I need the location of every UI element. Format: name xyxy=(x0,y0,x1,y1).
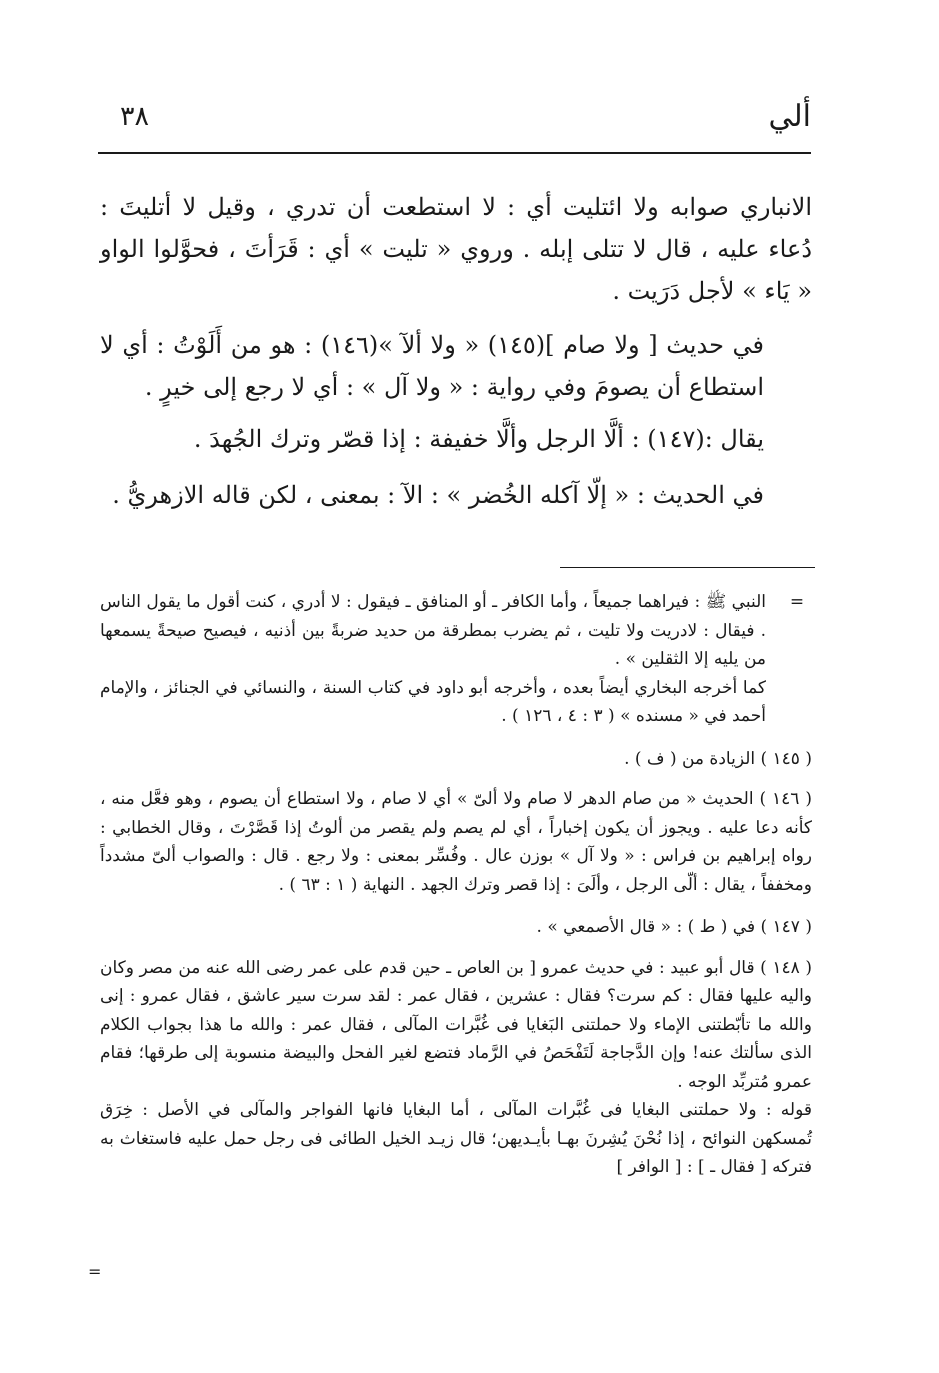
paragraph: الانباري صوابه ولا ائتليت أي : لا استطعت أن تدري ، وقيل لا أتليتَ : دُعاء عليه ، قال لا تتلى إبله . وروي « تليت » أي : قَرَأتَ ، فحوَّلوا الواو « يَاء » لأجل دَرَيت . xyxy=(100,193,812,305)
footnotes xyxy=(100,588,812,1196)
footnote-145: ( ١٤٥ ) الزيادة من ( ف ) . xyxy=(624,748,812,769)
main-text xyxy=(100,186,812,516)
page-title: ألي xyxy=(768,99,811,134)
paragraph: في حديث [ ولا صام ](١٤٥) « ولا ألآ »(١٤٦) : هو من أَلَوْتُ : أي لا استطاع أن يصومَ وفي رواية : « ولا آل » : أي لا رجع إلى خيرٍ . xyxy=(100,331,765,401)
footnote-148 xyxy=(100,954,812,1182)
header-divider xyxy=(98,152,811,154)
paragraph: يقال :(١٤٧) : ألَّا الرجل وألَّا خفيفة : إذا قصّر وترك الجُهدَ . xyxy=(193,425,764,453)
footnote-text: كما أخرجه البخاري أيضاً بعده ، وأخرجه أبو داود في كتاب السنة ، والنسائي في الجنائز ، والإمام أحمد في « مسنده » ( ٣ : ٤ ، ١٢٦ ) . xyxy=(100,677,766,726)
footnote-text: النبي ﷺ : فيراهما جميعاً ، وأما الكافر ـ أو المنافق ـ فيقول : لا أدري ، كنت أقول ما يقول الناس . فيقال : لادريت ولا تليت ، ثم يضرب بمطرقة من حديد ضربةً بين أذنيه ، فيصيح صيحةً يسمعها من يليه إلا الثقلين » . xyxy=(100,592,766,669)
footnote-147: ( ١٤٧ ) في ( ط ) : « قال الأصمعي » . xyxy=(536,917,812,937)
footnote-continuation xyxy=(100,588,812,731)
footnote-divider xyxy=(560,567,815,568)
page-number: ٣٨ xyxy=(120,101,150,132)
footnote-text: قوله : ولا حملتنى البغايا فى غُبَّرات المآلى ، أما البغايا فانها الفواجر والمآلى في الأصل : خِرَق تُمسكهن النوائح ، إذا نُحْنَ يُشِرنَ بهـا بأيـديهن؛ قال زيـد الخيل الطائى فى رجل حمل عليه فاستغاث به فتركه [ فقال ـ ] : [ الوافر ] xyxy=(100,1100,812,1177)
continuation-mark: = xyxy=(88,1262,102,1281)
page-header xyxy=(98,92,811,150)
continuation-mark: = xyxy=(789,592,805,612)
footnote-text: ( ١٤٨ ) قال أبو عبيد : في حديث عمرو [ بن العاص ـ حين قدم على عمر رضى الله عنه من مصر وكان واليه عليها فقال : كم سرت؟ فقال : عشرين ، فقال عمر : لقد سرت سير عاشق ، فقال عمرو : إنى والله ما تأبّطتنى الإماء ولا حملتنى البَغايا فى غُبَّرات المآلى ، فقال عمر : والله ما هذا بجواب الكلام الذى سألتك عنه! وإن الدَّجاجة لَتَفْحَصُ في الرَّماد فتضع لغير الفحل والبيضة منسوبة إلى طرقها؛ فقام عمرو مُتربِّد الوجه . xyxy=(100,957,812,1092)
paragraph: في الحديث : « إلّا آكله الخُضر » : الآ : بمعنى ، لكن قاله الازهريُّ . xyxy=(112,481,764,509)
footnote-146: ( ١٤٦ ) الحديث « من صام الدهر لا صام ولا ألىّ » أي لا صام ، ولا استطاع أن يصوم ، وهو فعَّل منه ، كأنه دعا عليه . ويجوز أن يكون إخباراً ، أي لم يصم ولم يقصر من ألوتُ إذا قَصَّرْتَ ، وقال الخطابي : رواه إبراهيم بن فراس : « ولا آل » بوزن عال . وفُسِّر بمعنى : ولا رجع . قال : والصواب ألىّ مشدداً ومخففاً ، يقال : ألّى الرجل ، وألَىَ : إذا قصر وترك الجهد . النهاية ( ١ : ٦٣ ) . xyxy=(100,789,812,895)
